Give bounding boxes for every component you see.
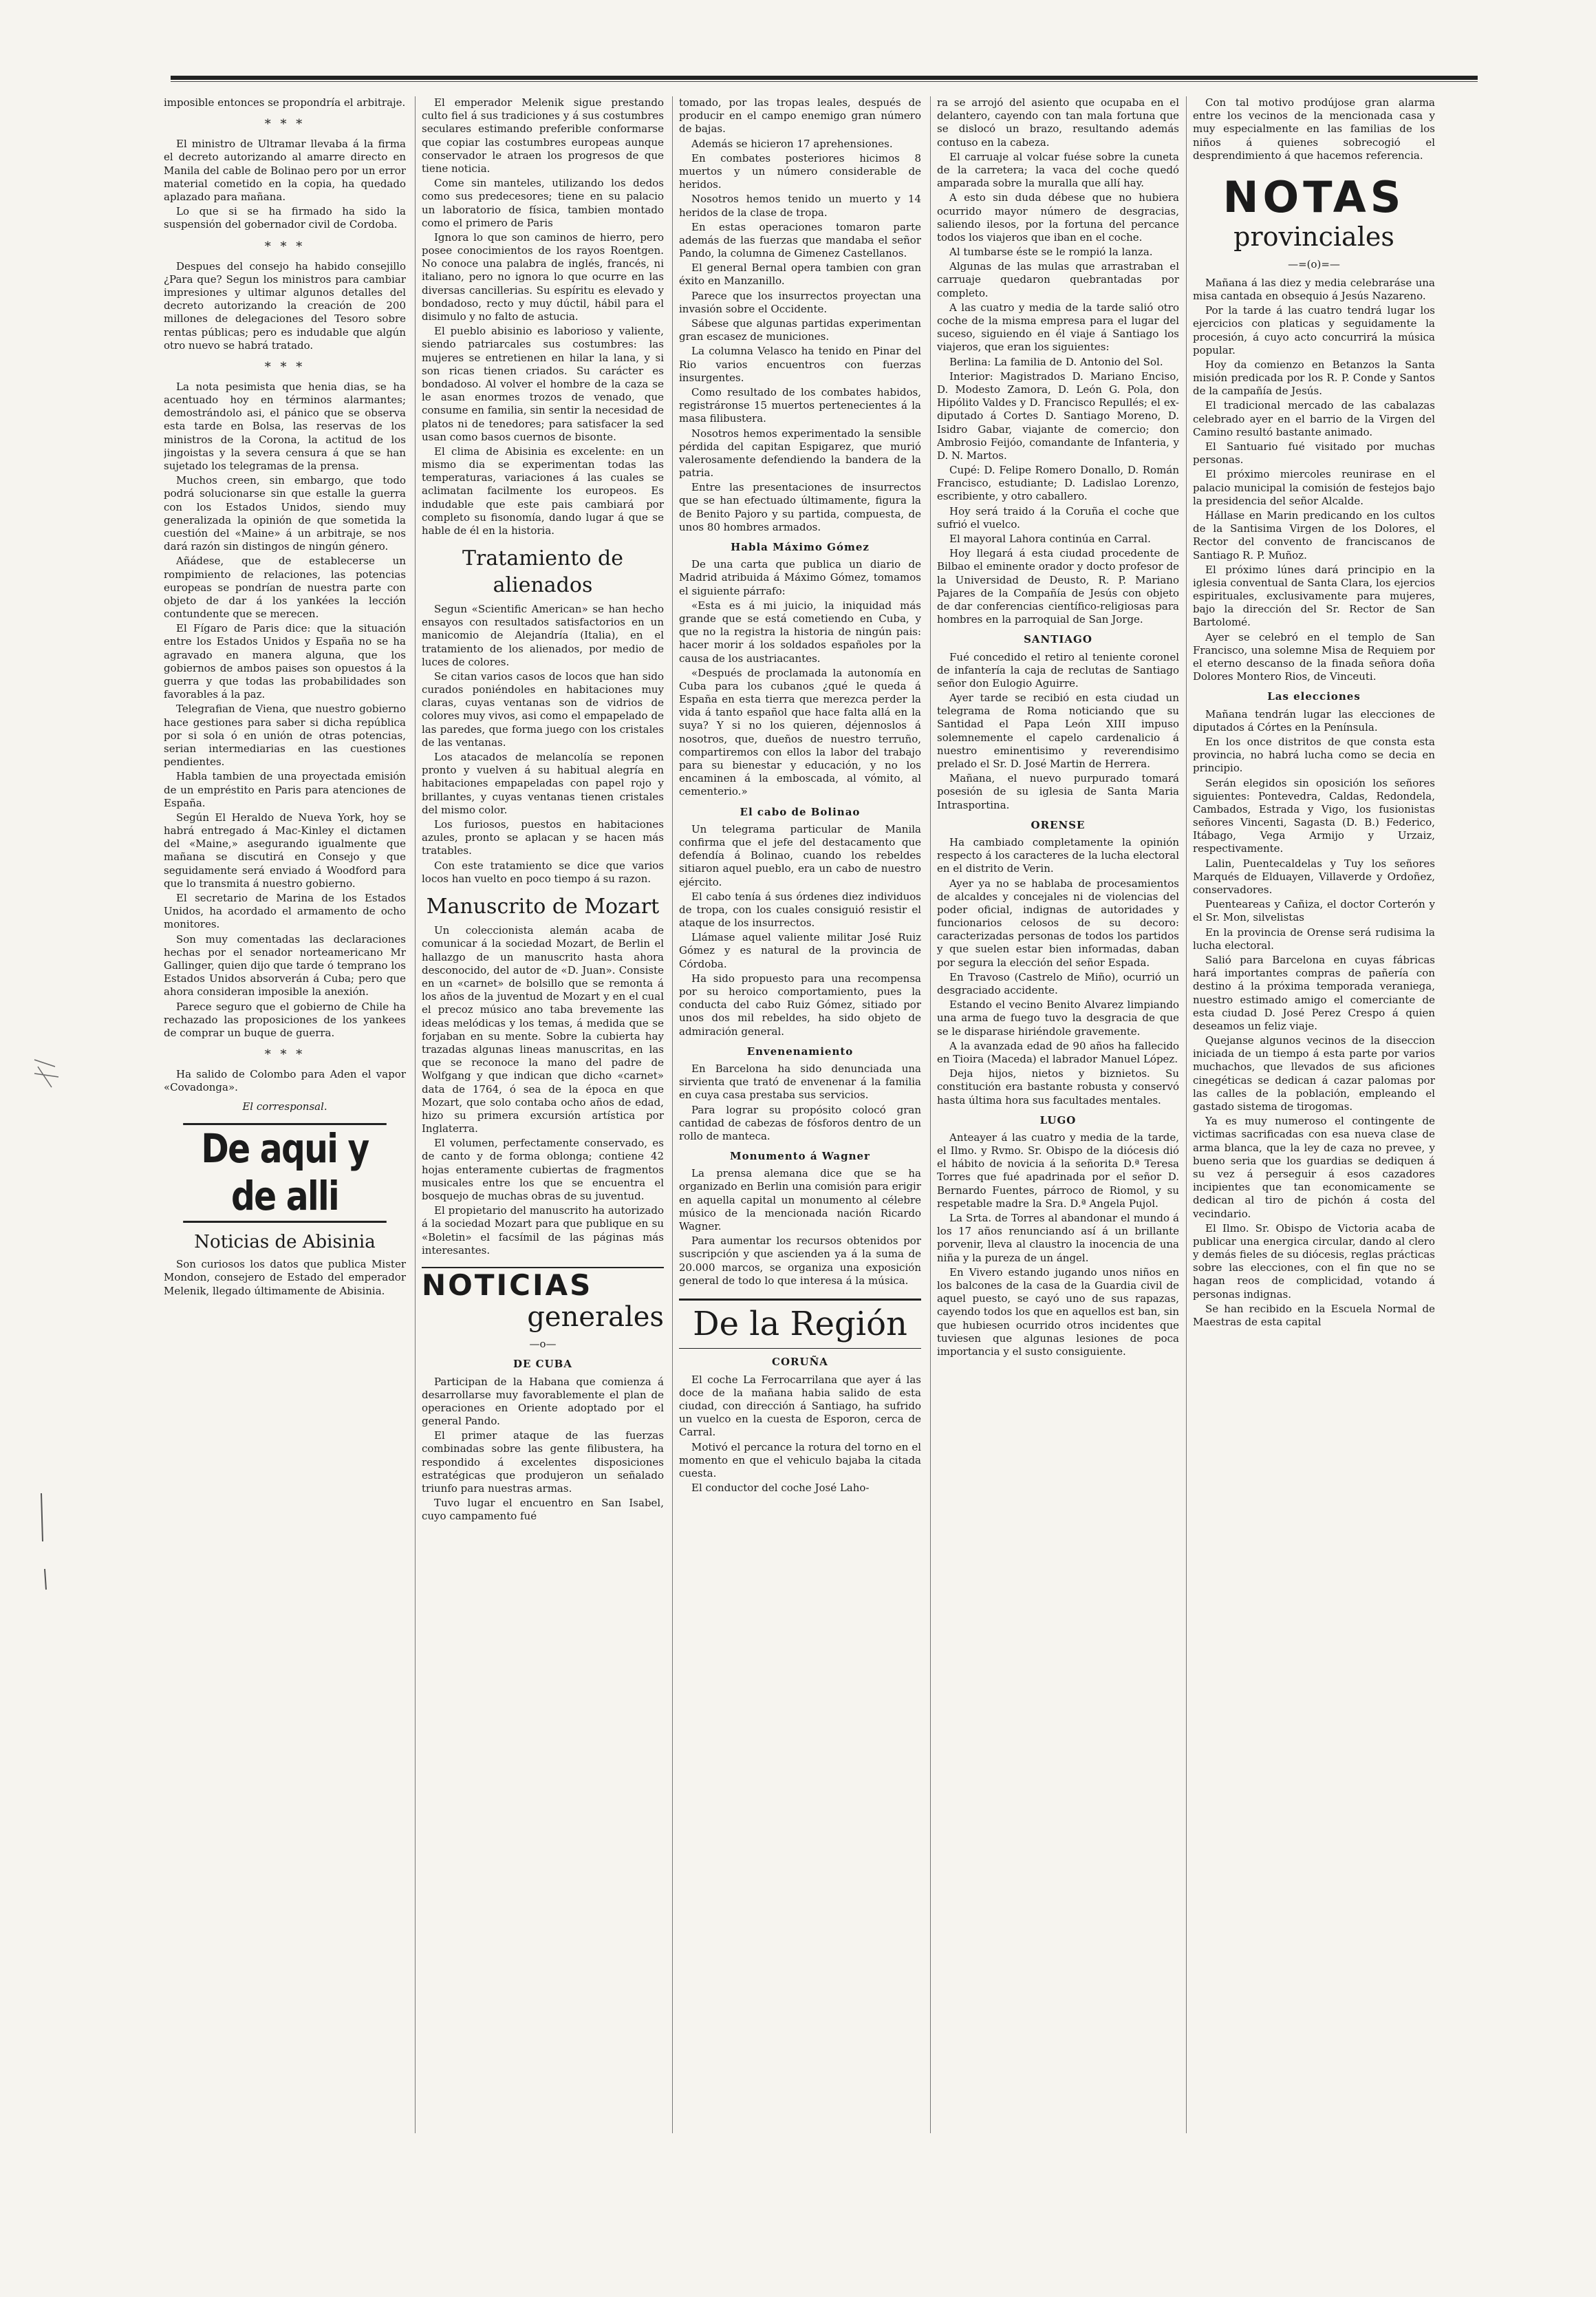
paragraph: En combates posteriores hicimos 8 muertos y un número considerable de heridos. [679, 151, 921, 191]
paragraph: Hoy da comienzo en Betanzos la Santa misión predicada por los R. P. Conde y Santos de la campañía de Jesús. [1193, 358, 1435, 398]
section-title: De la Región [679, 1299, 921, 1349]
paragraph: Tuvo lugar el encuentro en San Isabel, cuyo campamento fué [422, 1497, 664, 1523]
paragraph: Se han recibido en la Escuela Normal de Maestras de esta capital [1193, 1302, 1435, 1328]
asterism: * * * [264, 239, 305, 254]
paragraph: ra se arrojó del asiento que ocupaba en el delantero, cayendo con tan mala fortuna que se dislocó un brazo, resultando además contuso en la cabeza. [937, 96, 1179, 149]
paragraph: El tradicional mercado de las cabalazas celebrado ayer en el barrio de la Virgen del Camino resultó bastante animado. [1193, 399, 1435, 438]
article-heading: DE CUBA [513, 1358, 572, 1371]
paragraph: A la avanzada edad de 90 años ha fallecido en Tioira (Maceda) el labrador Manuel López. [937, 1039, 1179, 1065]
paragraph: Un coleccionista alemán acaba de comunicar á la sociedad Mozart, de Berlin el hallazgo de un manuscrito hasta ahora desconocido, del autor de «D. Juan». Consiste en un «carnet» de bolsillo que se remonta á los años de la juventud de Mozart y en el cual el precoz músico ano taba brevemente las ideas melódicas y los temas, á medida que se forjaban en su mente. Sobre la cubierta hay trazadas algunas lineas manuscritas, en las que se reconoce la mano del padre de Wolfgang y que indican que dicho «carnet» data de 1764, ó sea de la época en que Mozart, que solo contaba ocho años de edad, hizo su primera excursión artística por Inglaterra. [422, 924, 664, 1135]
paragraph: A esto sin duda débese que no hubiera ocurrido mayor número de desgracias, saliendo ilesos, por la fortuna del percance todos los viajeros que iban en el coche. [937, 191, 1179, 244]
paragraph: Lalin, Puentecaldelas y Tuy los señores Marqués de Elduayen, Villaverde y Ordoñez, conservadores. [1193, 857, 1435, 896]
paragraph: Ayer se celebró en el templo de San Francisco, una solemne Misa de Requiem por el eterno descanso de la finada señora doña Dolores Montero Rios, de Vinceuti. [1193, 630, 1435, 683]
paragraph: «Esta es á mi juicio, la iniquidad más grande que se está cometiendo en Cuba, y que no la registra la historia de ningún pais: hacer morir á los soldados españoles por la causa de los austriacantes. [679, 599, 921, 665]
paragraph: El emperador Melenik sigue prestando culto fiel á sus tradiciones y á sus costumbres seculares estimando preferible conformarse que copiar las costumbres europeas aunque conservador le atraen los progresos de que tiene noticia. [422, 96, 664, 175]
paragraph: Con este tratamiento se dice que varios locos han vuelto en poco tiempo á su razon. [422, 859, 664, 885]
paragraph: El primer ataque de las fuerzas combinadas sobre las gente filibustera, ha respondido á excelentes disposiciones estratégicas que produjeron un señalado triunfo para nuestras armas. [422, 1429, 664, 1495]
paragraph: Serán elegidos sin oposición los señores siguientes: Pontevedra, Caldas, Redondela, Cambados, Estrada y Vigo, los fusionistas señores Vincenti, Sagasta (D. B.) Federico, Itábago, Vega Armijo y Urzaiz, respectivamente. [1193, 776, 1435, 855]
article-heading: ORENSE [1031, 818, 1086, 831]
paragraph: Los atacados de melancolía se reponen pronto y vuelven á su habitual alegría en habitaciones empapeladas con papel rojo y brillantes, y cuyas ventanas tienen cristales del mismo color. [422, 751, 664, 816]
section-title: De aqui y de alli [183, 1123, 387, 1223]
paragraph: Muchos creen, sin embargo, que todo podrá solucionarse sin que estalle la guerra con los Estados Unidos, siendo muy generalizada la opinión de que sometida la cuestión del «Maine» á un arbitraje, se nos dará razón sin distingos de ningún género. [164, 474, 406, 553]
column-divider [1186, 96, 1187, 2133]
section-subtitle: provinciales [1233, 221, 1394, 252]
paragraph: En estas operaciones tomaron parte además de las fuerzas que mandaba el señor Pando, la columna de Gimenez Castellanos. [679, 220, 921, 260]
paragraph: Puenteareas y Cañiza, el doctor Corterón y el Sr. Mon, silvelistas [1193, 898, 1435, 924]
column-divider [930, 96, 931, 2133]
paragraph: Cupé: D. Felipe Romero Donallo, D. Román Francisco, estudiante; D. Ladislao Lorenzo, escribiente, y otro caballero. [937, 464, 1179, 503]
paragraph: Hállase en Marin predicando en los cultos de la Santisima Virgen de los Dolores, el Rector del convento de franciscanos de Santiago R. P. Muñoz. [1193, 509, 1435, 562]
article-heading: CORUÑA [772, 1356, 828, 1369]
article-heading: Monumento á Wagner [730, 1150, 870, 1163]
paragraph: Por la tarde á las cuatro tendrá lugar los ejercicios con platicas y seguidamente la procesión, á cuyo acto concurrirá la música popular. [1193, 304, 1435, 356]
paragraph: Para aumentar los recursos obtenidos por suscripción y que ascienden ya á la suma de 20.000 marcos, se organiza una exposición general de todo lo que interesa á la música. [679, 1235, 921, 1287]
paragraph: Ha sido propuesto para una recompensa por su heroico comportamiento, pues la conducta del cabo Ruiz Gómez, sitiado por unos dos mil rebeldes, ha sido objeto de admiración general. [679, 972, 921, 1038]
paragraph: Hoy será traido á la Coruña el coche que sufrió el vuelco. [937, 504, 1179, 531]
paragraph: Entre las presentaciones de insurrectos que se han efectuado últimamente, figura la de Benito Pajoro y su partida, compuesta, de unos 80 hombres armados. [679, 481, 921, 533]
ornament: —=(o)=— [1288, 257, 1340, 270]
paragraph: Al tumbarse éste se le rompió la lanza. [949, 246, 1153, 259]
paragraph: Deja hijos, nietos y biznietos. Su constitución era bastante robusta y conservó hasta última hora sus facultades mentales. [937, 1067, 1179, 1107]
paragraph: El coche La Ferrocarrilana que ayer á las doce de la mañana habia salido de esta ciudad, con dirección á Santiago, ha sufrido un vuelco en la cuesta de Esporon, cerca de Carral. [679, 1373, 921, 1439]
paragraph: En Travoso (Castrelo de Miño), ocurrió un desgraciado accidente. [937, 970, 1179, 996]
paragraph: tomado, por las tropas leales, después de producir en el campo enemigo gran número de bajas. [679, 96, 921, 136]
paragraph: Ayer tarde se recibió en esta ciudad un telegrama de Roma noticiando que su Santidad el Papa León XIII impuso solemnemente el capelo cardenalicio á nuestro eminentisimo y reverendisimo prelado el Sr. D. José Martin de Herrera. [937, 692, 1179, 770]
paragraph: En Vivero estando jugando unos niños en los balcones de la casa de la Guardia civil de aquel puesto, se cayó uno de sus rapazas, cayendo todos los que en aquellos est ban, sin que hubiesen ocurrido otros incidentes que tuviesen que algunas lesiones de poca importancia y el susto consiguiente. [937, 1265, 1179, 1358]
paragraph: Sábese que algunas partidas experimentan gran escasez de municiones. [679, 317, 921, 343]
paragraph: Ignora lo que son caminos de hierro, pero posee conocimientos de los rayos Roentgen. No conoce una palabra de inglés, francés, ni italiano, pero no ignora lo que ocurre en las diversas cancillerias. Su espíritu es elevado y bondadoso, recto y muy dúctil, hábil para el disimulo y no falto de astucia. [422, 231, 664, 323]
paragraph: En la provincia de Orense será rudisima la lucha electoral. [1193, 926, 1435, 952]
paragraph: Segun «Scientific American» se han hecho ensayos con resultados satisfactorios en un manicomio de Alejandría (Italia), en el tratamiento de los alienados, por medio de luces de colores. [422, 602, 664, 668]
paragraph: El volumen, perfectamente conservado, es de canto y de forma oblonga; contiene 42 hojas enteramente cubiertas de fragmentos musicales entre los que se encuentra el bosquejo de muchas obras de su juventud. [422, 1137, 664, 1203]
paragraph: Con tal motivo prodújose gran alarma entre los vecinos de la mencionada casa y muy especialmente en las familias de los niños á quienes sobrecogió el desprendimiento á que hacemos referencia. [1193, 96, 1435, 162]
paragraph: Habla tambien de una proyectada emisión de un empréstito en Paris para atenciones de España. [164, 770, 406, 809]
paragraph: El propietario del manuscrito ha autorizado á la sociedad Mozart para que publique en su «Boletin» el facsímil de las páginas más interesantes. [422, 1204, 664, 1257]
paragraph: El carruaje al volcar fuése sobre la cuneta de la carretera; la vaca del coche quedó amparada sobre la muralla que allí hay. [937, 150, 1179, 190]
paragraph: Añádese, que de establecerse un rompimiento de relaciones, las potencias europeas se pondrían de nuestra parte con objeto de dar á los yankées la lección contundente que se merecen. [164, 555, 406, 621]
paragraph: Participan de la Habana que comienza á desarrollarse muy favorablemente el plan de operaciones en Oriente adoptado por el general Pando. [422, 1375, 664, 1428]
paragraph: El secretario de Marina de los Estados Unidos, ha acordado el armamento de ocho monitores. [164, 892, 406, 931]
paragraph: El Fígaro de Paris dice: que la situación entre los Estados Unidos y España no se ha agravado en manera alguna, que los gobiernos de ambos paises son opuestos á la guerra y que todas las probabilidades son favorables á la paz. [164, 622, 406, 701]
paragraph: Un telegrama particular de Manila confirma que el jefe del destacamento que defendía á Bolinao, cuando los rebeldes sitiaron aquel pueblo, era un cabo de nuestro ejército. [679, 822, 921, 888]
paragraph: El próximo lúnes dará principio en la iglesia conventual de Santa Clara, los ejercios espirituales, exclusivamente para mujeres, bajo la dirección del Sr. Rector de San Bartolomé. [1193, 563, 1435, 629]
paragraph: Despues del consejo ha habido consejillo ¿Para que? Segun los ministros para cambiar impresiones y ultimar algunos detalles del decreto autorizando la creación de 200 millones de delegaciones del Tesoro sobre rentas públicas; pero es indudable que algún otro nuevo se habrá tratado. [164, 259, 406, 352]
paragraph: Son muy comentadas las declaraciones hechas por el senador norteamericano Mr Gallinger, quien dijo que tarde ó temprano los Estados Unidos absorverán á Cuba; pero que ahora consideran imposible la anexión. [164, 932, 406, 998]
asterism: * * * [264, 117, 305, 132]
paragraph: Ha salido de Colombo para Aden el vapor «Covadonga». [164, 1068, 406, 1094]
paragraph: Salió para Barcelona en cuyas fábricas hará importantes compras de pañería con destino á la próxima temporada veraniega, nuestro estimado amigo el comerciante de esta ciudad D. José Perez Crespo á quien deseamos un feliz viaje. [1193, 953, 1435, 1032]
paragraph: Parece seguro que el gobierno de Chile ha rechazado las proposiciones de los yankees de comprar un buque de guerra. [164, 1000, 406, 1039]
article-heading: El cabo de Bolinao [740, 805, 861, 818]
paragraph: Son curiosos los datos que publica Mister Mondon, consejero de Estado del emperador Melenik, llegado últimamente de Abisinia. [164, 1258, 406, 1297]
paragraph: Ya es muy numeroso el contingente de victimas sacrificadas con esa nueva clase de arma blanca, que la ley de caza no prevee, y bueno seria que los guardias se dediquen á su vez á perseguir á esos cazadores incipientes que tan economicamente se dedican al tiro de pichón á costa del vecindario. [1193, 1115, 1435, 1220]
paragraph: La prensa alemana dice que se ha organizado en Berlin una comisión para erigir en aquella capital un monumento al célebre músico de la mencionada nación Ricardo Wagner. [679, 1167, 921, 1232]
article-heading: Noticias de Abisinia [194, 1231, 376, 1252]
article-heading: LUGO [1039, 1113, 1077, 1126]
paragraph: Anteayer á las cuatro y media de la tarde, el Ilmo. y Rvmo. Sr. Obispo de la diócesis dió el hábito de novicia á la señorita D.ª Teresa Torres que fué apadrinada por el señor D. Bernardo Fuentes, párroco de Riomol, y su respetable madre la Sra. D.ª Angela Pujol. [937, 1131, 1179, 1210]
paragraph: Come sin manteles, utilizando los dedos como sus predecesores; tiene en su palacio un laboratorio de física, tambien montado como el primero de Paris [422, 177, 664, 229]
paragraph: El cabo tenía á sus órdenes diez individuos de tropa, con los cuales consiguió resistir el ataque de los insurrectos. [679, 890, 921, 930]
paragraph: Mañana tendrán lugar las elecciones de diputados á Córtes en la Península. [1193, 707, 1435, 734]
paragraph: De una carta que publica un diario de Madrid atribuida á Máximo Gómez, tomamos el siguiente párrafo: [679, 558, 921, 597]
top-rule [171, 76, 1478, 82]
paragraph: En Barcelona ha sido denunciada una sirvienta que trató de envenenar á la familia en cuya casa prestaba sus servicios. [679, 1062, 921, 1102]
asterism: * * * [264, 1047, 305, 1062]
paragraph: El ministro de Ultramar llevaba á la firma el decreto autorizando al amarre directo en Manila del cable de Bolinao pero por un error material cometido en la copia, ha quedado aplazado para mañana. [164, 138, 406, 203]
paragraph: Ayer ya no se hablaba de procesamientos de alcaldes y concejales ni de violencias del poder oficial, indignas de autoridades y funcionarios celosos de su decoro: caracterizadas personas de todos los partidos y que suelen estar bien informadas, daban por segura la elección del señor Espada. [937, 877, 1179, 969]
article-heading: Manuscrito de Mozart [426, 894, 660, 919]
paragraph: Motivó el percance la rotura del torno en el momento en que el vehiculo bajaba la citada cuesta. [679, 1440, 921, 1479]
paragraph: La Srta. de Torres al abandonar el mundo á los 17 años renunciando así á un brillante porvenir, lleva al claustro la inocencia de una niña y la pureza de un ángel. [937, 1212, 1179, 1264]
paragraph: Telegrafian de Viena, que nuestro gobierno hace gestiones para saber si dicha república por si sola ó en unión de otras potencias, serian intermediarias en las cuestiones pendientes. [164, 703, 406, 769]
section-subtitle: generales [527, 1301, 664, 1333]
paragraph: La nota pesimista que henia dias, se ha acentuado hoy en términos alarmantes; demostrándolo asi, el pánico que se observa esta tarde en Bolsa, las reservas de los ministros de la Corona, la actitud de los jingoistas y la severa censura á que se han sujetado los telegramas de la prensa. [164, 380, 406, 473]
ornament: —o— [529, 1338, 557, 1351]
paragraph: El pueblo abisinio es laborioso y valiente, siendo patriarcales sus costumbres: las mujeres se entretienen en hilar la lana, y si son ricas tienen criados. Su carácter es bondadoso. Al volver el hombre de la caza se le asan enormes trozos de venado, que consume en familia, sin sentir la necesidad de platos ni de tenedores; para satisfacer la sed usan como basos cuernos de bisonte. [422, 325, 664, 443]
paragraph: Además se hicieron 17 aprehensiones. [691, 137, 893, 150]
paragraph: Quejanse algunos vecinos de la diseccion iniciada de un tiempo á esta parte por varios muchachos, que llevados de sus aficiones cinegéticas se dedican á cazar palomas por las calles de la población, empleando el gastado sistema de tirogomas. [1193, 1034, 1435, 1113]
paragraph: El mayoral Lahora continúa en Carral. [949, 533, 1151, 545]
paragraph: Llámase aquel valiente militar José Ruiz Gómez y es natural de la provincia de Córdoba. [679, 931, 921, 970]
byline: El corresponsal. [242, 1100, 327, 1113]
paragraph: Fué concedido el retiro al teniente coronel de infantería la caja de reclutas de Santiago señor don Eulogio Aguirre. [937, 650, 1179, 690]
column-4 [937, 96, 1179, 2133]
paragraph: Los furiosos, puestos en habitaciones azules, pronto se aplacan y se hacen más tratables. [422, 818, 664, 857]
paragraph: Nosotros hemos tenido un muerto y 14 heridos de la clase de tropa. [679, 193, 921, 219]
paragraph: Como resultado de los combates habidos, registráronse 15 muertos pertenecientes á la masa filibustera. [679, 385, 921, 425]
paragraph: «Después de proclamada la autonomía en Cuba para los cubanos ¿qué le queda á España en esta tierra que merezca perder la vida á tanto español que hace falta allá en la suya? Y si no los quieren, déjennoslos á nosotros, que, dueños de nuestro terruño, compartiremos con ellos la labor del trabajo para su bienestar y educación, y no los encaminen á la emboscada, al vómito, al cementerio.» [679, 666, 921, 798]
paragraph: Se citan varios casos de locos que han sido curados poniéndoles en habitaciones muy claras, cuyas ventanas son de vidrios de colores muy vivos, asi como el empapelado de las paredes, que forma juego con los cristales de las ventanas. [422, 670, 664, 749]
article-heading: Habla Máximo Gómez [731, 541, 870, 553]
paragraph: El Santuario fué visitado por muchas personas. [1193, 440, 1435, 467]
paragraph: Mañana á las diez y media celebraráse una misa cantada en obsequio á Jesús Nazareno. [1193, 276, 1435, 302]
paragraph: Hoy llegará á esta ciudad procedente de Bilbao el eminente orador y docto profesor de la Universidad de Deusto, R. P. Mariano Pajares de la Compañía de Jesús con objeto de dar conferencias científico-religiosas para hombres en la parroquial de San Jorge. [937, 547, 1179, 626]
paragraph: Mañana, el nuevo purpurado tomará posesión de su iglesia de Santa Maria Intrasportina. [937, 772, 1179, 811]
paragraph: Interior: Magistrados D. Mariano Enciso, D. Modesto Zamora, D. León G. Pola, don Hipólito Valdes y D. Francisco Repullés; el ex-diputado á Cortes D. Santiago Moreno, D. Isidro Gabar, viajante de comercio; don Ambrosio Feijóo, comandante de Infanteria, y D. N. Martos. [937, 370, 1179, 462]
article-heading: Tratamiento de alienados [462, 546, 623, 597]
section-title: NOTAS [1222, 171, 1405, 222]
column-3 [679, 96, 921, 2133]
paragraph: Parece que los insurrectos proyectan una invasión sobre el Occidente. [679, 289, 921, 315]
paragraph: La columna Velasco ha tenido en Pinar del Rio varios encuentros con fuerzas insurgentes. [679, 345, 921, 384]
paragraph: Berlina: La familia de D. Antonio del Sol. [949, 355, 1163, 368]
column-divider [415, 96, 416, 2133]
asterism: * * * [264, 359, 305, 374]
paragraph: Para lograr su propósito colocó gran cantidad de cabezas de fósforos dentro de un rollo de manteca. [679, 1103, 921, 1142]
paragraph: Según El Heraldo de Nueva York, hoy se habrá entregado á Mac-Kinley el dictamen del «Maine,» asegurando igualmente que mañana se discutirá en Consejo y que seguidamente será enviado á Woodford para que lo transmita á nuestro gobierno. [164, 811, 406, 890]
paragraph: El general Bernal opera tambien con gran éxito en Manzanillo. [679, 261, 921, 288]
column-1 [164, 96, 406, 2133]
margin-pencil-marks [28, 1046, 69, 1596]
paragraph: Nosotros hemos experimentado la sensible pérdida del capitan Espigarez, que murió valerosamente defendiendo la bandera de la patria. [679, 427, 921, 480]
paragraph: imposible entonces se propondría el arbitraje. [164, 96, 406, 109]
paragraph: Lo que si se ha firmado ha sido la suspensión del gobernador civil de Cordoba. [164, 205, 406, 231]
article-heading: Envenenamiento [746, 1045, 854, 1058]
section-title: NOTICIAS [422, 1267, 664, 1300]
paragraph: El Ilmo. Sr. Obispo de Victoria acaba de publicar una energica circular, dando al clero y demás fieles de su diócesis, reglas prácticas sobre las elecciones, con el fin que no se hagan reos de complicidad, votando á personas indignas. [1193, 1221, 1435, 1301]
paragraph: El conductor del coche José Laho- [691, 1482, 870, 1495]
column-2 [422, 96, 664, 2133]
article-heading: Las elecciones [1267, 690, 1361, 703]
paragraph: Algunas de las mulas que arrastraban el carruaje quedaron quebrantadas por completo. [937, 260, 1179, 299]
paragraph: A las cuatro y media de la tarde salió otro coche de la misma empresa para el lugar del suceso, siguiendo en él viaje á Santiago los viajeros, que eran los siguientes: [937, 301, 1179, 354]
paragraph: El clima de Abisinia es excelente: en un mismo dia se experimentan todas las temperaturas, variaciones á las cuales se aclimatan facilmente los europeos. Es indudable que este pais cambiará por completo su fisonomía, dando lugar á que se hable de él en la historia. [422, 445, 664, 537]
paragraph: Estando el vecino Benito Alvarez limpiando una arma de fuego tuvo la desgracia de que se le disparase hiriéndole gravemente. [937, 998, 1179, 1038]
paragraph: En los once distritos de que consta esta provincia, no habrá lucha como se decia en principio. [1193, 735, 1435, 775]
paragraph: Ha cambiado completamente la opinión respecto á los caracteres de la lucha electoral en el distrito de Verin. [937, 835, 1179, 875]
paragraph: El próximo miercoles reunirase en el palacio municipal la comisión de festejos bajo la presidencia del señor Alcalde. [1193, 468, 1435, 507]
article-heading: SANTIAGO [1024, 633, 1092, 646]
column-divider [672, 96, 673, 2133]
column-5 [1193, 96, 1435, 2133]
